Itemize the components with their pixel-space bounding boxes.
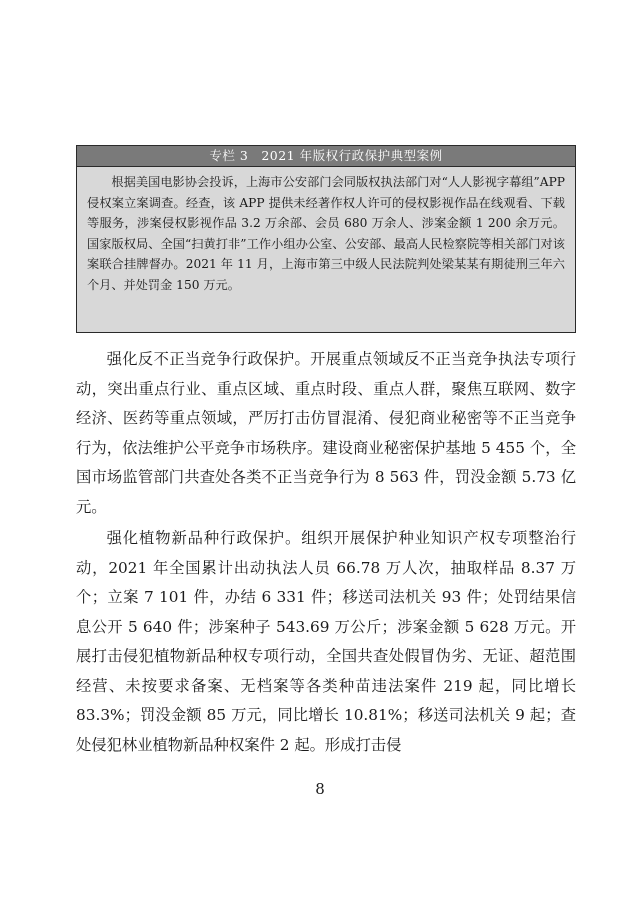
- case-column-box: [76, 145, 576, 333]
- main-text: [76, 345, 576, 760]
- paragraph-plant-variety-protection: 强化植物新品种行政保护。组织开展保护种业知识产权专项整治行动，2021 年全国累计出动执法人员 66.78 万人次，抽取样品 8.37 万个；立案 7 101 件，办结 6 331 件；移送司法机关 93 件；处罚结果信息公开 5 640 件；涉案种子 543.69 万公斤；涉案金额 5 628 万元。开展打击侵犯植物新品种权专项行动，全国共查处假冒伪劣、无证、超范围经营、未按要求备案、无档案等各类种苗违法案件 219 起，同比增长 83.3%；罚没金额 85 万元，同比增长 10.81%；移送司法机关 9 起；查处侵犯林业植物新品种权案件 2 起。形成打击侵: [76, 529, 576, 754]
- paragraph-anti-unfair-competition: 强化反不正当竞争行政保护。开展重点领域反不正当竞争执法专项行动，突出重点行业、重点区域、重点时段、重点人群，聚焦互联网、数字经济、医药等重点领域，严厉打击仿冒混淆、侵犯商业秘密等不正当竞争行为，依法维护公平竞争市场秩序。建设商业秘密保护基地 5 455 个，全国市场监管部门共查处各类不正当竞争行为 8 563 件，罚没金额 5.73 亿元。: [76, 350, 576, 516]
- page-number: 8: [315, 780, 325, 798]
- column-body-text: 根据美国电影协会投诉，上海市公安部门会同版权执法部门对“人人影视字幕组”APP 侵权案立案调查。经查，该 APP 提供未经著作权人许可的侵权影视作品在线观看、下载等服务，涉案侵权影视作品 3.2 万余部、会员 680 万余人、涉案金额 1 200 余万元。国家版权局、全国“扫黄打非”工作小组办公室、公安部、最高人民检察院等相关部门对该案联合挂牌督办。2021 年 11 月，上海市第三中级人民法院判处梁某某有期徒刑三年六个月、并处罚金 150 万元。: [87, 175, 565, 292]
- column-title: 专栏 3 2021 年版权行政保护典型案例: [77, 146, 575, 167]
